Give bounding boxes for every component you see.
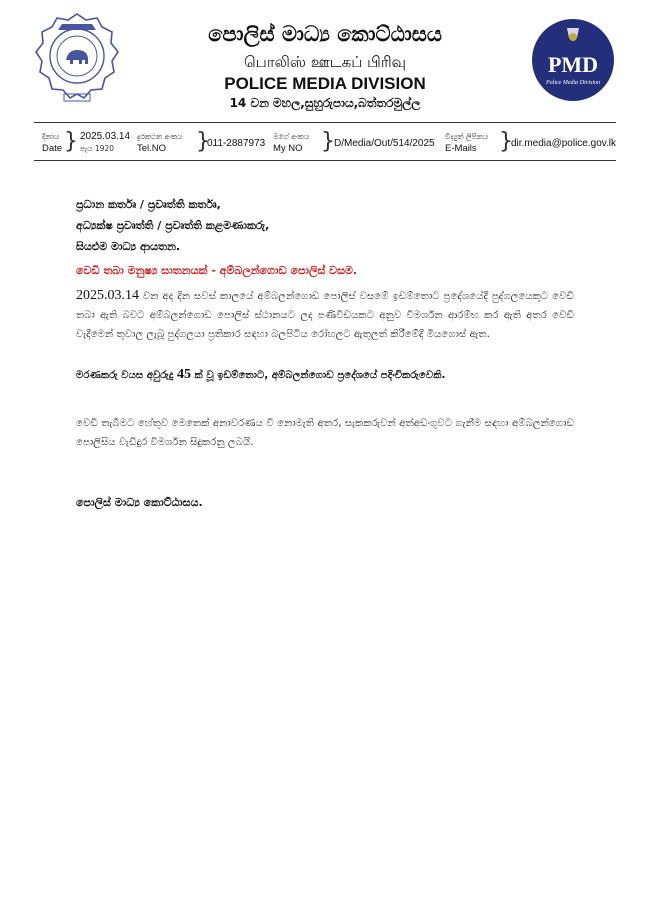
news-headline: වෙඩි තබා මනුෂ්‍ය ඝාතනයක් - අම්බලන්ගොඩ පොලිස් වසම. xyxy=(76,264,358,277)
brace-icon: } xyxy=(64,129,78,154)
title-english: POLICE MEDIA DIVISION xyxy=(224,74,426,93)
myno-label: මගේ අංකය My NO xyxy=(273,132,310,154)
recipient-line: අධ්‍යක්ෂ ප්‍රවෘත්ති / ප්‍රවෘත්ති කළමණාකරු, xyxy=(76,219,270,232)
date-label: දිනාය Date xyxy=(42,132,63,154)
brace-icon: } xyxy=(321,129,335,154)
tel-label: දුරකථන අංකය Tel.NO xyxy=(137,132,183,154)
recipients-block xyxy=(76,194,269,257)
pmd-logo-subtext: Police Media Division xyxy=(546,80,600,86)
title-sinhala: පොලිස් මාධ්‍ය කොට්ඨාසය xyxy=(208,22,442,46)
brace-icon: } xyxy=(499,129,513,154)
pmd-logo-text: PMD xyxy=(547,52,599,77)
email-value[interactable]: dir.media@police.gov.lk xyxy=(511,138,617,149)
email-label: විද්‍යුත් ලිපිනය E-Mails xyxy=(445,132,489,154)
title-tamil: பொலிஸ் ஊடகப் பிரிவு xyxy=(243,53,406,71)
strip-top-rule xyxy=(34,122,616,123)
incident-date: 2025.03.14 xyxy=(76,288,139,303)
brace-icon: } xyxy=(196,129,210,154)
office-address: 14 වන මහල,සුහුරුපාය,බත්තරමුල්ල xyxy=(229,96,421,110)
recipient-line: සියළුම මාධ්‍ය ආයතන. xyxy=(76,240,181,253)
paragraph-2: මරණකරු වයස අවුරුදු 45 ක් වූ ඉඩම්තොට, අම්බලන්ගොඩ ප්‍රදේශයේ පදිංචිකරුවෙකි. xyxy=(76,367,446,382)
paragraph-1: 2025.03.14 වන අද දින සවස් කාලයේ අම්බලන්ගොඩ පොලිස් වසමේ ඉඩම්තොට ප්‍රදේශයේදී පුද්ගලයෙකුට වෙඩි තබා ඇති බවට අම්බලන්ගොඩ පොලිස් ස්ථානයට ලද පණිවිඩයකට අනුව විමර්ශන ආරම්භ කර ඇති අතර වෙඩි වැදීමෙන් තුවාල ලැබූ පුද්ගලයා ප්‍රතිකාර සඳහා බලපිටිය රෝහලට ඇතුලත් කිරීමේදී මියගොස් ඇත. xyxy=(76,288,574,340)
myno-value: D/Media/Out/514/2025 xyxy=(334,138,435,149)
recipient-line: ප්‍රධාන කර්තෘ / ප්‍රවෘත්ති කර්තෘ, xyxy=(76,198,221,211)
date-value: 2025.03.14 පැය 1920 xyxy=(80,131,131,153)
tel-value: 011-2887973 xyxy=(207,138,266,149)
victim-age: 45 xyxy=(176,367,191,382)
signature: පොලිස් මාධ්‍ය කොට්ඨාසය. xyxy=(76,496,203,509)
paragraph-3: වෙඩි තැබීමට හේතුව මෙතෙක් අනාවරණය වී නොමැති අතර, සැකකරුවන් අත්අඩංගුවට ගැනීම සඳහා අම්බලන්ගොඩ පොලිසිය වැඩිදුර විමර්ශන සිදුකරනු ලබයි. xyxy=(76,418,574,448)
strip-bottom-rule xyxy=(34,160,616,161)
